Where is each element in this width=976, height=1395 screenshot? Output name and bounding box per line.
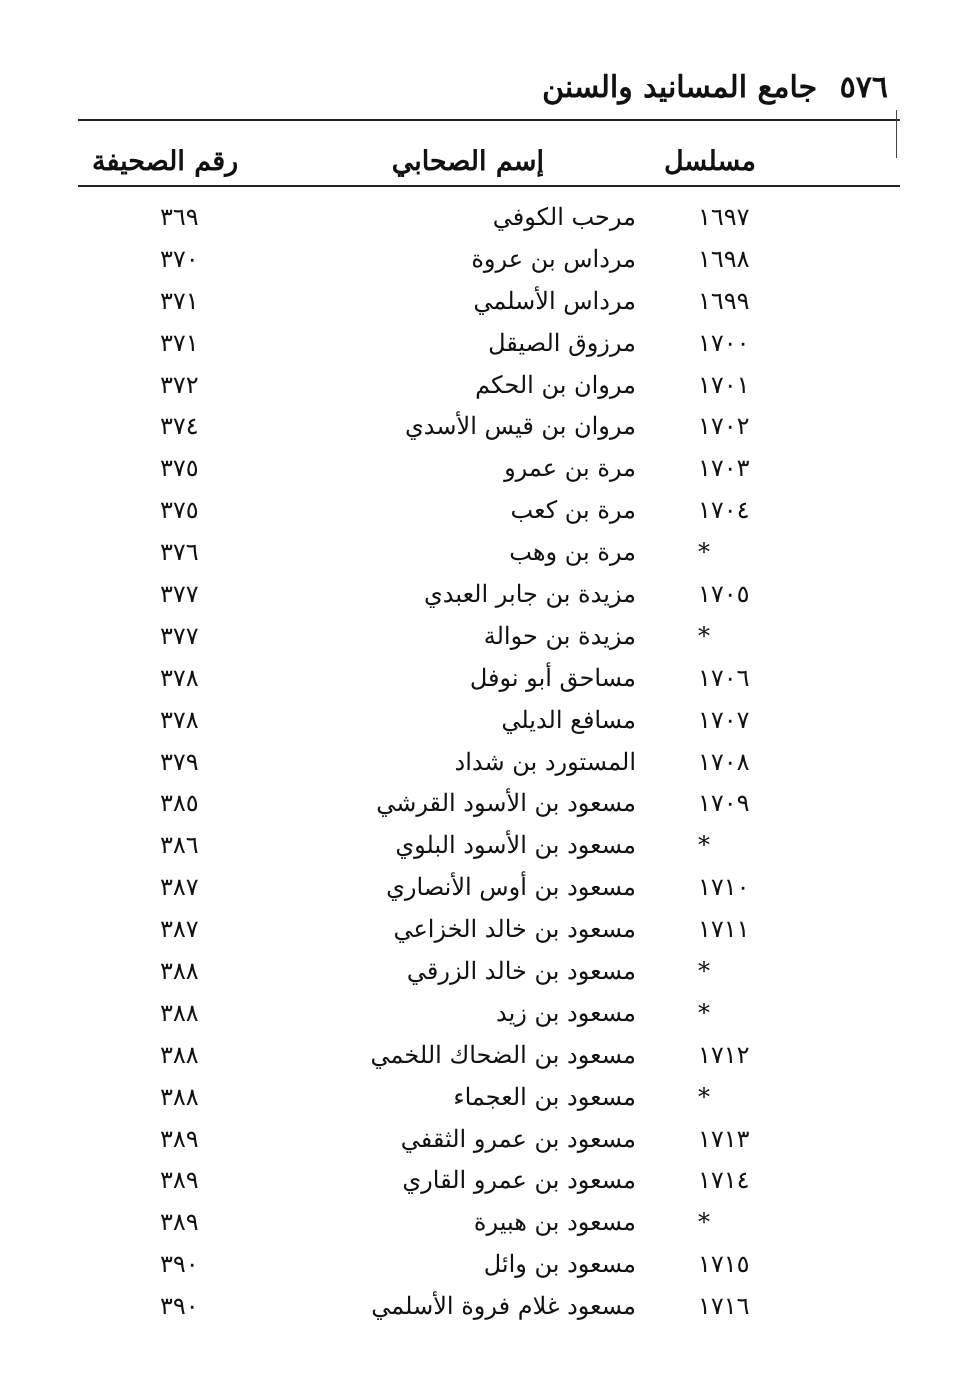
page-number-cell: ٣٩٠	[160, 1250, 199, 1279]
table-row	[0, 992, 976, 1034]
table-row	[0, 280, 976, 322]
serial-cell: *	[698, 831, 710, 860]
companion-name-cell: مرة بن كعب	[510, 496, 636, 525]
page-number-cell: ٣٨٨	[160, 957, 199, 986]
table-row	[0, 657, 976, 699]
serial-cell: *	[698, 1208, 710, 1237]
serial-cell: ١٧٠٩	[698, 789, 750, 818]
page-number-cell: ٣٧٦	[160, 538, 199, 567]
page-number-cell: ٣٧٨	[160, 705, 199, 734]
table-row	[0, 950, 976, 992]
serial-cell: ١٧٠٨	[698, 747, 750, 776]
serial-cell: *	[698, 621, 710, 650]
companion-name-cell: مساحق أبو نوفل	[469, 663, 636, 692]
table-row	[0, 615, 976, 657]
page-number-cell: ٣٧٨	[160, 663, 199, 692]
page-number: ٥٧٦	[839, 70, 888, 105]
serial-cell: *	[698, 538, 710, 567]
companion-name-cell: مسعود بن خالد الخزاعي	[393, 915, 636, 944]
page-column-header: رقم الصحيفة	[92, 146, 239, 177]
table-row	[0, 1201, 976, 1243]
companion-name-cell: مرداس الأسلمي	[473, 286, 636, 315]
book-title: جامع المسانيد والسنن	[542, 70, 818, 105]
page-number-cell: ٣٨٩	[160, 1166, 199, 1195]
top-rule	[78, 119, 900, 121]
table-row	[0, 1159, 976, 1201]
companions-table	[0, 196, 976, 1327]
table-row	[0, 1076, 976, 1118]
page-number-cell: ٣٧٢	[160, 370, 199, 399]
serial-cell: ١٦٩٧	[698, 203, 750, 231]
page-number-cell: ٣٩٠	[160, 1292, 199, 1321]
page-number-cell: ٣٧٤	[160, 412, 199, 441]
table-row	[0, 824, 976, 866]
companion-name-cell: مزيدة بن حوالة	[483, 621, 636, 650]
companion-name-cell: مسعود بن خالد الزرقي	[406, 957, 636, 986]
serial-cell: ١٧١٣	[698, 1124, 750, 1153]
name-column-header: إسم الصحابي	[391, 146, 544, 177]
companion-name-cell: مسعود بن العجماء	[453, 1082, 636, 1111]
serial-cell: ١٧٠١	[698, 370, 750, 399]
page-number-cell: ٣٧٥	[160, 496, 199, 525]
header-rule	[78, 185, 900, 187]
table-row	[0, 1243, 976, 1285]
serial-cell: ١٧١٥	[698, 1250, 750, 1279]
companion-name-cell: مسعود بن الأسود القرشي	[376, 789, 636, 818]
page-number-cell: ٣٨٩	[160, 1124, 199, 1153]
companion-name-cell: مسعود بن عمرو الثقفي	[400, 1124, 636, 1153]
companion-name-cell: مروان بن الحكم	[475, 370, 636, 399]
page-number-cell: ٣٧٧	[160, 621, 199, 650]
table-row	[0, 364, 976, 406]
serial-cell: ١٦٩٨	[698, 244, 750, 273]
page-number-cell: ٣٨٩	[160, 1208, 199, 1237]
companion-name-cell: مرة بن عمرو	[504, 454, 636, 483]
page-number-cell: ٣٨٦	[160, 831, 199, 860]
companion-name-cell: مسافع الديلي	[501, 705, 636, 734]
companion-name-cell: مرحب الكوفي	[492, 203, 636, 231]
serial-cell: ١٧٠٢	[698, 412, 750, 441]
companion-name-cell: المستورد بن شداد	[454, 747, 636, 776]
page-number-cell: ٣٨٧	[160, 873, 199, 902]
page-number-cell: ٣٧١	[160, 328, 199, 357]
table-row	[0, 531, 976, 573]
table-row	[0, 405, 976, 447]
page-number-cell: ٣٦٩	[160, 203, 199, 231]
serial-cell: ١٧٠٥	[698, 580, 750, 609]
page-number-cell: ٣٧٩	[160, 747, 199, 776]
page-number-cell: ٣٧٥	[160, 454, 199, 483]
serial-cell: *	[698, 1082, 710, 1111]
companion-name-cell: مسعود بن الأسود البلوي	[395, 831, 636, 860]
table-row	[0, 741, 976, 783]
table-row	[0, 573, 976, 615]
serial-cell: ١٧٠٧	[698, 705, 750, 734]
serial-cell: ١٧٠٤	[698, 496, 750, 525]
companion-name-cell: مرداس بن عروة	[471, 244, 636, 273]
page-number-cell: ٣٨٨	[160, 1082, 199, 1111]
companion-name-cell: مسعود بن هبيرة	[473, 1208, 636, 1237]
serial-cell: ١٧١١	[698, 915, 750, 944]
serial-cell: ١٦٩٩	[698, 286, 750, 315]
companion-name-cell: مسعود بن الضحاك اللخمي	[370, 1040, 636, 1069]
companion-name-cell: مسعود غلام فروة الأسلمي	[371, 1292, 636, 1321]
page-number-cell: ٣٨٧	[160, 915, 199, 944]
table-row	[0, 447, 976, 489]
table-row	[0, 908, 976, 950]
page-number-cell: ٣٧٠	[160, 244, 199, 273]
companion-name-cell: مزيدة بن جابر العبدي	[423, 580, 636, 609]
table-row	[0, 196, 976, 238]
serial-cell: ١٧١٦	[698, 1292, 750, 1321]
companion-name-cell: مسعود بن زيد	[495, 998, 636, 1027]
serial-cell: ١٧١٤	[698, 1166, 750, 1195]
companion-name-cell: مروان بن قيس الأسدي	[405, 412, 636, 441]
page-number-cell: ٣٨٨	[160, 998, 199, 1027]
table-row	[0, 699, 976, 741]
table-row	[0, 322, 976, 364]
table-row	[0, 866, 976, 908]
table-row	[0, 1118, 976, 1160]
table-row	[0, 1034, 976, 1076]
page-number-cell: ٣٨٥	[160, 789, 199, 818]
serial-cell: ١٧٠٣	[698, 454, 750, 483]
serial-cell: ١٧٠٦	[698, 663, 750, 692]
companion-name-cell: مسعود بن أوس الأنصاري	[386, 873, 636, 902]
serial-cell: ١٧٠٠	[698, 328, 750, 357]
companion-name-cell: مرزوق الصيقل	[488, 328, 636, 357]
companion-name-cell: مسعود بن وائل	[483, 1250, 636, 1279]
column-headers	[0, 140, 976, 184]
page-header	[80, 66, 888, 110]
table-row	[0, 782, 976, 824]
table-row	[0, 1285, 976, 1327]
page-number-cell: ٣٧٧	[160, 580, 199, 609]
serial-column-header: مسلسل	[663, 146, 756, 177]
page-number-cell: ٣٧١	[160, 286, 199, 315]
table-row	[0, 489, 976, 531]
page-number-cell: ٣٨٨	[160, 1040, 199, 1069]
serial-cell: *	[698, 957, 710, 986]
serial-cell: ١٧١٠	[698, 873, 750, 902]
companion-name-cell: مرة بن وهب	[509, 538, 636, 567]
serial-cell: *	[698, 998, 710, 1027]
table-row	[0, 238, 976, 280]
companion-name-cell: مسعود بن عمرو القاري	[402, 1166, 636, 1195]
serial-cell: ١٧١٢	[698, 1040, 750, 1069]
